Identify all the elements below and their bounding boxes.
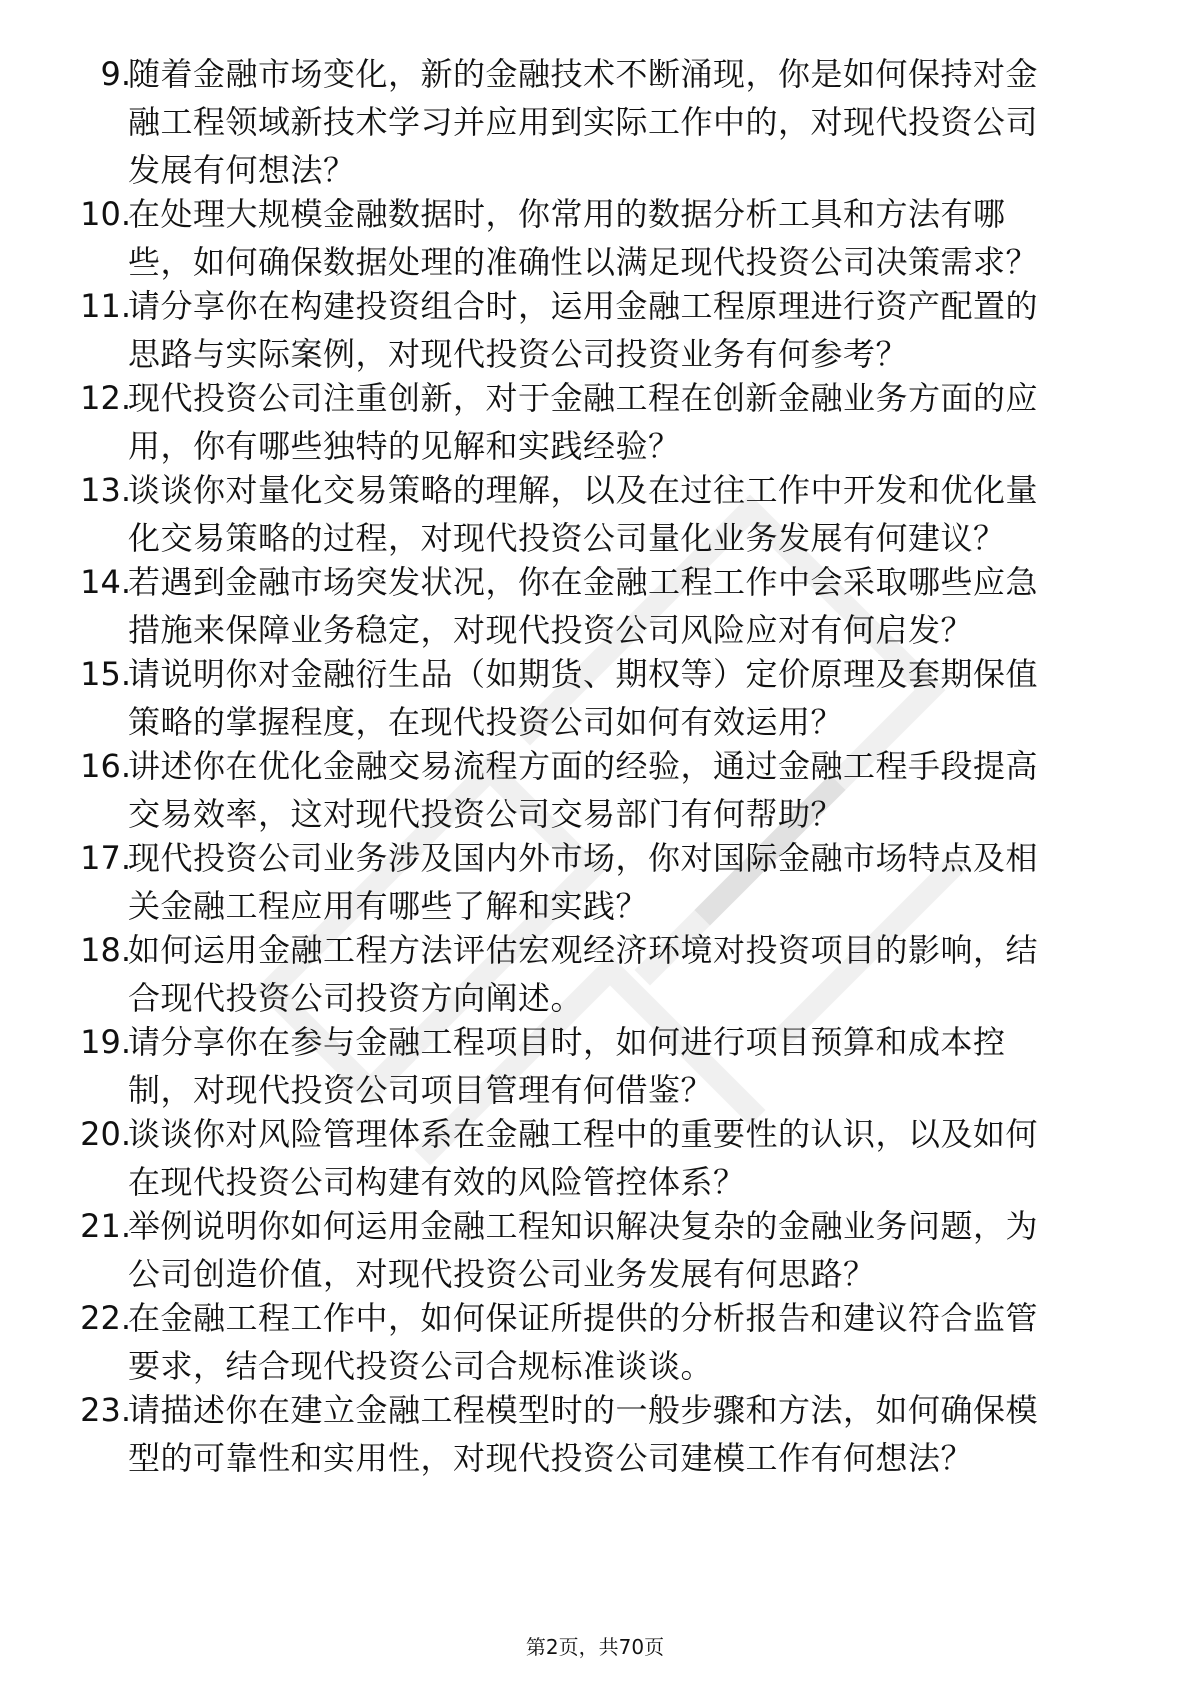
question-text-line: 请说明你对金融衍生品（如期货、期权等）定价原理及套期保值 <box>128 655 1039 693</box>
question-text-line: 在处理大规模金融数据时，你常用的数据分析工具和方法有哪 <box>128 195 1006 233</box>
question-number: 17. <box>80 839 131 877</box>
question-text-line: 些，如何确保数据处理的准确性以满足现代投资公司决策需求？ <box>128 243 1039 281</box>
question-text <box>128 50 1110 194</box>
question-text-line: 谈谈你对风险管理体系在金融工程中的重要性的认识，以及如何 <box>128 1115 1039 1153</box>
question-text-line: 现代投资公司注重创新，对于金融工程在创新金融业务方面的应 <box>128 379 1039 417</box>
question-text <box>128 834 1110 930</box>
question-text-line: 思路与实际案例，对现代投资公司投资业务有何参考？ <box>128 335 909 373</box>
question-text <box>128 190 1110 286</box>
question-text <box>128 742 1110 838</box>
question-text-line: 如何运用金融工程方法评估宏观经济环境对投资项目的影响，结 <box>128 931 1039 969</box>
question-number: 14. <box>80 563 131 601</box>
question-text-line: 公司创造价值，对现代投资公司业务发展有何思路？ <box>128 1255 876 1293</box>
question-text-line: 请描述你在建立金融工程模型时的一般步骤和方法，如何确保模 <box>128 1391 1039 1429</box>
question-text <box>128 1294 1110 1390</box>
question-text-line: 制，对现代投资公司项目管理有何借鉴？ <box>128 1071 714 1109</box>
question-text <box>128 1386 1110 1482</box>
question-number: 21. <box>80 1207 131 1245</box>
question-text <box>128 558 1110 654</box>
question-text-line: 请分享你在构建投资组合时，运用金融工程原理进行资产配置的 <box>128 287 1039 325</box>
question-number: 22. <box>80 1299 131 1337</box>
question-text <box>128 466 1110 562</box>
question-number: 12. <box>80 379 131 417</box>
question-number: 9. <box>100 55 131 93</box>
question-text <box>128 1202 1110 1298</box>
question-text-line: 现代投资公司业务涉及国内外市场，你对国际金融市场特点及相 <box>128 839 1039 877</box>
question-text-line: 合现代投资公司投资方向阐述。 <box>128 979 584 1017</box>
question-text-line: 若遇到金融市场突发状况，你在金融工程工作中会采取哪些应急 <box>128 563 1039 601</box>
question-text-line: 关金融工程应用有哪些了解和实践？ <box>128 887 649 925</box>
question-number: 15. <box>80 655 131 693</box>
question-number: 19. <box>80 1023 131 1061</box>
question-text-line: 发展有何想法？ <box>128 151 356 189</box>
question-text-line: 在金融工程工作中，如何保证所提供的分析报告和建议符合监管 <box>128 1299 1039 1337</box>
question-text-line: 谈谈你对量化交易策略的理解，以及在过往工作中开发和优化量 <box>128 471 1039 509</box>
page-footer: 第2页，共70页 <box>525 1635 665 1659</box>
question-text-line: 融工程领域新技术学习并应用到实际工作中的，对现代投资公司 <box>128 103 1039 141</box>
question-text <box>128 1018 1110 1114</box>
question-number: 10. <box>80 195 131 233</box>
question-number: 23. <box>80 1391 131 1429</box>
question-text-line: 化交易策略的过程，对现代投资公司量化业务发展有何建议？ <box>128 519 1006 557</box>
question-text-line: 要求，结合现代投资公司合规标准谈谈。 <box>128 1347 714 1385</box>
question-text <box>128 650 1110 746</box>
question-text-line: 在现代投资公司构建有效的风险管控体系？ <box>128 1163 746 1201</box>
question-text-line: 举例说明你如何运用金融工程知识解决复杂的金融业务问题，为 <box>128 1207 1039 1245</box>
question-text-line: 型的可靠性和实用性，对现代投资公司建模工作有何想法？ <box>128 1439 974 1477</box>
question-text-line: 随着金融市场变化，新的金融技术不断涌现，你是如何保持对金 <box>128 55 1039 93</box>
question-number: 18. <box>80 931 131 969</box>
question-number: 16. <box>80 747 131 785</box>
question-text <box>128 926 1110 1022</box>
question-text <box>128 1110 1110 1206</box>
question-text-line: 用，你有哪些独特的见解和实践经验？ <box>128 427 681 465</box>
question-text <box>128 374 1110 470</box>
question-text-line: 请分享你在参与金融工程项目时，如何进行项目预算和成本控 <box>128 1023 1006 1061</box>
question-number: 11. <box>80 287 131 325</box>
question-number: 13. <box>80 471 131 509</box>
question-text-line: 措施来保障业务稳定，对现代投资公司风险应对有何启发？ <box>128 611 974 649</box>
question-number: 20. <box>80 1115 131 1153</box>
question-text-line: 策略的掌握程度，在现代投资公司如何有效运用？ <box>128 703 844 741</box>
question-text-line: 讲述你在优化金融交易流程方面的经验，通过金融工程手段提高 <box>128 747 1039 785</box>
question-text-line: 交易效率，这对现代投资公司交易部门有何帮助？ <box>128 795 844 833</box>
question-text <box>128 282 1110 378</box>
